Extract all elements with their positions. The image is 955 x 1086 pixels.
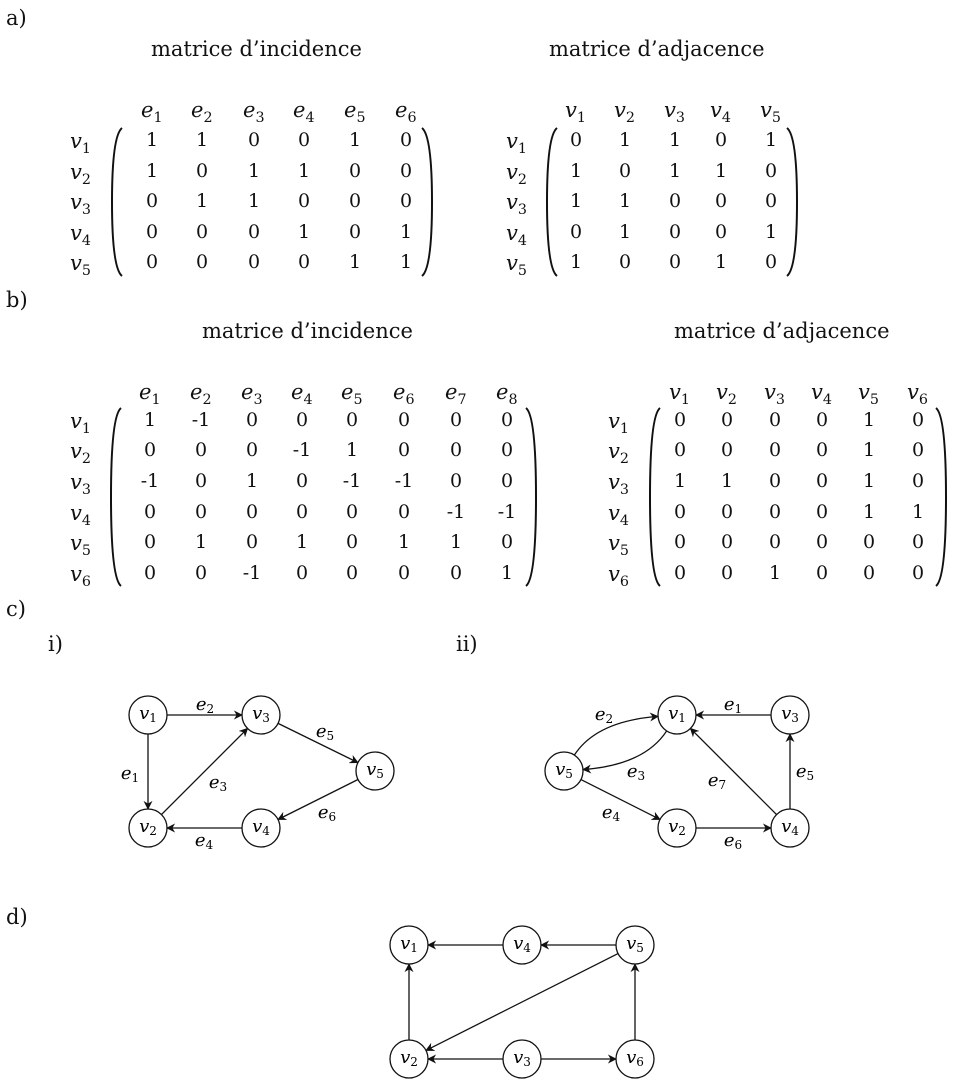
matrix-cell: 0 — [720, 501, 734, 523]
matrix-cell: 1 — [720, 470, 734, 492]
matrix-cell: 0 — [500, 470, 514, 492]
matrix-cell: 0 — [295, 562, 309, 584]
matrix-title-b-adjacency: matrice d’adjacence — [674, 319, 890, 343]
node-label: $v_1$ — [668, 702, 686, 725]
matrix-title-a-adjacency: matrice d’adjacence — [549, 37, 765, 61]
row-label: $v_3$ — [70, 470, 91, 499]
matrix-cell: -1 — [497, 501, 517, 523]
column-header: $e_6$ — [395, 98, 417, 127]
matrix-cell: 0 — [618, 160, 632, 182]
matrix-cell: -1 — [242, 562, 262, 584]
matrix-cell: 0 — [297, 251, 311, 273]
matrix-cell: 0 — [245, 501, 259, 523]
node-label: $v_3$ — [781, 702, 799, 725]
matrix-cell: 0 — [720, 531, 734, 553]
matrix-cell: 0 — [569, 221, 583, 243]
matrix-cell: 0 — [195, 160, 209, 182]
matrix-cell: 0 — [194, 439, 208, 461]
column-header: $v_2$ — [614, 98, 635, 127]
graph-c-i — [121, 694, 394, 853]
matrix-cell: 1 — [194, 531, 208, 553]
row-label: $v_4$ — [608, 501, 629, 530]
matrix-cell: 0 — [245, 409, 259, 431]
row-label: $v_5$ — [506, 251, 527, 280]
column-header: $e_7$ — [445, 380, 467, 409]
matrix-cell: 1 — [618, 190, 632, 212]
matrix-cell: 1 — [297, 221, 311, 243]
matrix-cell: 1 — [569, 251, 583, 273]
matrix-cell: 0 — [397, 562, 411, 584]
matrix-cell: 1 — [348, 251, 362, 273]
matrix-cell: -1 — [140, 470, 160, 492]
section-label-a: a) — [6, 6, 27, 30]
row-label: $v_5$ — [608, 531, 629, 560]
matrix-cell: -1 — [292, 439, 312, 461]
matrix-cell: 0 — [195, 221, 209, 243]
matrix-cell: 0 — [714, 221, 728, 243]
matrix-cell: 0 — [815, 562, 829, 584]
row-label: $v_1$ — [70, 129, 91, 158]
matrix-cell: 0 — [195, 251, 209, 273]
matrix-cell: 1 — [862, 501, 876, 523]
column-header: $e_8$ — [496, 380, 518, 409]
matrix-cell: 0 — [815, 470, 829, 492]
matrix-cell: 0 — [245, 439, 259, 461]
matrix-cell: 0 — [815, 409, 829, 431]
matrix-cell: 0 — [145, 221, 159, 243]
matrix-cell: 0 — [768, 409, 782, 431]
column-header: $e_1$ — [139, 380, 161, 409]
matrix-cell: 1 — [862, 470, 876, 492]
matrix-cell: 0 — [397, 439, 411, 461]
sub-label-ii: ii) — [456, 632, 478, 656]
matrix-cell: 0 — [720, 562, 734, 584]
matrix-cell: 0 — [720, 439, 734, 461]
matrix-cell: 1 — [673, 470, 687, 492]
matrix-cell: 0 — [449, 409, 463, 431]
matrix-cell: 0 — [345, 501, 359, 523]
matrix-cell: 0 — [143, 439, 157, 461]
matrix-cell: 0 — [399, 129, 413, 151]
matrix-title-a-incidence: matrice d’incidence — [151, 37, 362, 61]
matrix-cell: 0 — [764, 160, 778, 182]
matrix-cell: 0 — [764, 190, 778, 212]
matrix-cell: 0 — [815, 501, 829, 523]
column-header: $v_3$ — [664, 98, 685, 127]
edge-label: $e_1$ — [120, 762, 140, 785]
column-header: $v_5$ — [760, 98, 781, 127]
matrix-cell: 0 — [399, 190, 413, 212]
matrix-cell: 0 — [295, 501, 309, 523]
matrix-cell: 0 — [714, 190, 728, 212]
matrix-cell: 0 — [714, 129, 728, 151]
edge-label: $e_3$ — [626, 760, 646, 783]
matrix-cell: 0 — [768, 531, 782, 553]
row-label: $v_6$ — [608, 562, 629, 591]
matrix-cell: 0 — [673, 439, 687, 461]
row-label: $v_2$ — [608, 439, 629, 468]
section-label-c: c) — [6, 597, 26, 621]
matrix-cell: 0 — [143, 501, 157, 523]
node-label: $v_1$ — [400, 932, 418, 955]
row-label: $v_5$ — [70, 531, 91, 560]
matrix-cell: 1 — [911, 501, 925, 523]
edge-label: $e_5$ — [795, 760, 815, 783]
matrix-cell: 0 — [397, 501, 411, 523]
row-label: $v_5$ — [70, 251, 91, 280]
matrix-cell: 1 — [668, 160, 682, 182]
matrix-cell: 1 — [295, 531, 309, 553]
matrix-cell: 1 — [245, 470, 259, 492]
node-label: $v_2$ — [139, 815, 157, 838]
matrix-cell: 1 — [247, 190, 261, 212]
matrix-cell: 1 — [764, 129, 778, 151]
edge-arrow — [574, 716, 658, 755]
matrix-cell: 1 — [569, 190, 583, 212]
matrix-cell: 0 — [247, 129, 261, 151]
matrix-cell: 0 — [911, 439, 925, 461]
edge-label: $e_2$ — [195, 693, 215, 716]
matrix-cell: -1 — [394, 470, 414, 492]
matrix-cell: 1 — [247, 160, 261, 182]
matrix-cell: 1 — [500, 562, 514, 584]
column-header: $v_1$ — [565, 98, 586, 127]
matrix-cell: 1 — [345, 439, 359, 461]
matrix-cell: 0 — [500, 531, 514, 553]
edge-label: $e_4$ — [194, 829, 214, 852]
edge-label: $e_7$ — [707, 769, 727, 792]
matrix-cell: 0 — [862, 562, 876, 584]
edge-arrow — [581, 780, 660, 820]
node-label: $v_4$ — [252, 815, 270, 838]
matrix-cell: 0 — [345, 531, 359, 553]
edge-arrow — [426, 954, 618, 1051]
row-label: $v_3$ — [70, 190, 91, 219]
column-header: $e_2$ — [190, 380, 212, 409]
matrix-cell: 1 — [449, 531, 463, 553]
node-label: $v_5$ — [366, 758, 384, 781]
matrix-cell: 0 — [449, 439, 463, 461]
matrix-cell: 0 — [668, 251, 682, 273]
matrix-cell: 1 — [399, 221, 413, 243]
row-label: $v_2$ — [70, 439, 91, 468]
matrix-cell: 0 — [569, 129, 583, 151]
matrix-cell: 0 — [673, 531, 687, 553]
matrix-cell: 1 — [618, 129, 632, 151]
matrix-cell: 1 — [768, 562, 782, 584]
matrix-cell: 1 — [143, 409, 157, 431]
column-header: $e_1$ — [141, 98, 163, 127]
matrix-cell: 0 — [399, 160, 413, 182]
matrix-cell: 1 — [714, 251, 728, 273]
node-label: $v_5$ — [555, 758, 573, 781]
matrix-cell: 0 — [245, 531, 259, 553]
column-header: $v_6$ — [907, 380, 928, 409]
matrix-cell: 0 — [345, 562, 359, 584]
matrix-cell: 0 — [815, 531, 829, 553]
matrix-cell: 0 — [247, 251, 261, 273]
matrix-cell: 0 — [768, 501, 782, 523]
matrix-cell: 0 — [297, 190, 311, 212]
matrix-cell: 0 — [145, 251, 159, 273]
node-label: $v_2$ — [400, 1046, 418, 1069]
node-label: $v_5$ — [626, 932, 644, 955]
matrix-cell: 0 — [673, 562, 687, 584]
matrix-cell: 0 — [348, 160, 362, 182]
column-header: $e_6$ — [393, 380, 415, 409]
matrix-cell: 0 — [911, 562, 925, 584]
matrix-cell: 1 — [145, 129, 159, 151]
edge-label: $e_6$ — [723, 829, 743, 852]
matrix-cell: 0 — [449, 562, 463, 584]
row-label: $v_2$ — [506, 160, 527, 189]
edge-label: $e_1$ — [723, 693, 743, 716]
matrix-cell: 0 — [397, 409, 411, 431]
edge-label: $e_2$ — [594, 703, 614, 726]
column-header: $v_4$ — [811, 380, 832, 409]
row-label: $v_2$ — [70, 160, 91, 189]
column-header: $e_5$ — [341, 380, 363, 409]
node-label: $v_4$ — [513, 932, 531, 955]
matrix-cell: 0 — [673, 409, 687, 431]
edge-arrow — [583, 731, 667, 770]
matrix-cell: 1 — [862, 409, 876, 431]
column-header: $e_4$ — [291, 380, 313, 409]
matrix-cell: 0 — [297, 129, 311, 151]
row-label: $v_3$ — [608, 470, 629, 499]
matrix-cell: 1 — [297, 160, 311, 182]
matrix-cell: 1 — [764, 221, 778, 243]
node-label: $v_2$ — [668, 815, 686, 838]
matrix-cell: 0 — [768, 439, 782, 461]
matrix-cell: 0 — [618, 251, 632, 273]
edge-label: $e_4$ — [601, 801, 621, 824]
matrix-cell: 0 — [295, 470, 309, 492]
matrix-cell: 1 — [618, 221, 632, 243]
matrix-cell: 0 — [764, 251, 778, 273]
matrix-cell: 0 — [194, 470, 208, 492]
matrix-cell: 0 — [500, 439, 514, 461]
edge-arrow — [161, 728, 247, 814]
column-header: $v_1$ — [669, 380, 690, 409]
matrix-cell: 0 — [194, 501, 208, 523]
row-label: $v_1$ — [608, 409, 629, 438]
matrix-cell: 0 — [348, 221, 362, 243]
row-label: $v_4$ — [506, 221, 527, 250]
matrix-cell: 0 — [194, 562, 208, 584]
matrix-cell: 0 — [500, 409, 514, 431]
matrix-cell: 0 — [668, 190, 682, 212]
matrix-cell: 1 — [399, 251, 413, 273]
graph-d — [390, 926, 654, 1078]
matrix-cell: 1 — [668, 129, 682, 151]
column-header: $e_3$ — [241, 380, 263, 409]
edge-label: $e_6$ — [317, 801, 337, 824]
matrix-cell: 1 — [397, 531, 411, 553]
matrix-cell: 0 — [911, 470, 925, 492]
row-label: $v_4$ — [70, 221, 91, 250]
node-label: $v_1$ — [139, 702, 157, 725]
edge-label: $e_5$ — [315, 720, 335, 743]
matrix-cell: 0 — [911, 531, 925, 553]
matrix-cell: 1 — [569, 160, 583, 182]
matrix-cell: 0 — [862, 531, 876, 553]
column-header: $v_2$ — [716, 380, 737, 409]
row-label: $v_1$ — [70, 409, 91, 438]
matrix-cell: 0 — [449, 470, 463, 492]
matrix-cell: 0 — [143, 531, 157, 553]
node-label: $v_4$ — [781, 815, 799, 838]
matrix-cell: 0 — [768, 470, 782, 492]
column-header: $v_4$ — [710, 98, 731, 127]
edge-label: $e_3$ — [208, 771, 228, 794]
matrix-cell: 0 — [911, 409, 925, 431]
sub-label-i: i) — [48, 632, 63, 656]
matrix-cell: 0 — [720, 409, 734, 431]
matrix-cell: 1 — [195, 190, 209, 212]
matrix-cell: 1 — [145, 160, 159, 182]
matrix-cell: 1 — [195, 129, 209, 151]
matrix-cell: 0 — [143, 562, 157, 584]
matrix-cell: 1 — [714, 160, 728, 182]
matrix-cell: 1 — [348, 129, 362, 151]
matrix-cell: -1 — [342, 470, 362, 492]
column-header: $e_2$ — [191, 98, 213, 127]
row-label: $v_1$ — [506, 129, 527, 158]
matrix-cell: -1 — [191, 409, 211, 431]
column-header: $v_5$ — [858, 380, 879, 409]
column-header: $e_5$ — [344, 98, 366, 127]
node-label: $v_3$ — [513, 1046, 531, 1069]
matrix-cell: 0 — [247, 221, 261, 243]
matrix-cell: 0 — [668, 221, 682, 243]
matrix-cell: 0 — [145, 190, 159, 212]
graph-c-ii — [545, 694, 814, 853]
row-label: $v_6$ — [70, 562, 91, 591]
matrix-cell: 0 — [295, 409, 309, 431]
matrix-cell: 0 — [345, 409, 359, 431]
section-label-d: d) — [6, 905, 28, 929]
row-label: $v_3$ — [506, 190, 527, 219]
edge-arrow — [690, 728, 776, 814]
matrix-cell: 0 — [673, 501, 687, 523]
matrix-cell: 0 — [348, 190, 362, 212]
node-label: $v_6$ — [626, 1046, 644, 1069]
matrix-cell: 0 — [815, 439, 829, 461]
matrix-cell: -1 — [446, 501, 466, 523]
row-label: $v_4$ — [70, 501, 91, 530]
section-label-b: b) — [6, 288, 28, 312]
column-header: $e_4$ — [293, 98, 315, 127]
matrix-cell: 1 — [862, 439, 876, 461]
matrix-title-b-incidence: matrice d’incidence — [202, 319, 413, 343]
node-label: $v_3$ — [252, 702, 270, 725]
column-header: $v_3$ — [764, 380, 785, 409]
column-header: $e_3$ — [243, 98, 265, 127]
